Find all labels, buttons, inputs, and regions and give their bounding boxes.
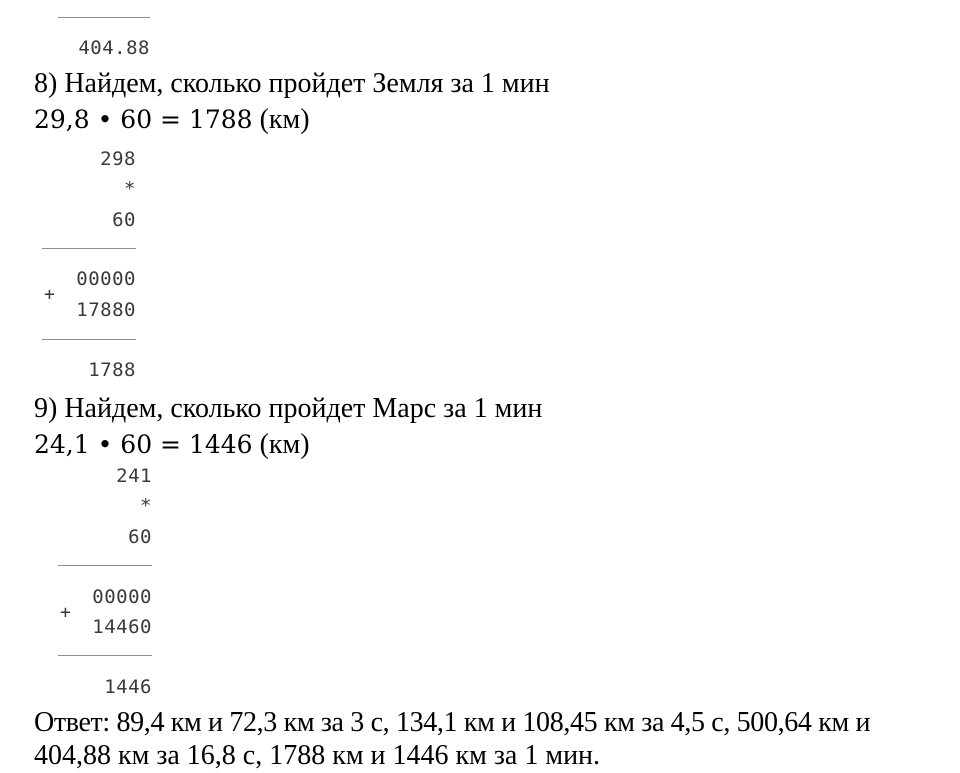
step9-partial2: 14460 [92,616,152,638]
step8-partial2: 17880 [76,299,136,321]
step9-unit: (км) [252,429,310,460]
step8-partial1: 00000 [76,268,136,290]
step9-multiplier: 60 [128,526,152,548]
step8-unit: (км) [252,104,310,135]
answer-line-2: 404,88 км за 16,8 с, 1788 км и 1446 км за 1 мин. [34,740,601,771]
step8-multiplicand: 298 [100,148,136,170]
step8-plus-sign: + [44,284,55,305]
step8-multiplier: 60 [112,209,136,231]
step9-rule-1 [58,565,152,566]
top-result-rule [58,17,150,18]
top-result: 404.88 [78,37,150,59]
step8-heading: 8) Найдем, сколько пройдет Земля за 1 мин [34,68,550,99]
step8-result: 1788 [88,359,136,381]
step9-heading: 9) Найдем, сколько пройдет Марс за 1 мин [34,393,543,424]
step8-rule-2 [42,339,136,340]
step8-rule-1 [42,248,136,249]
step8-equation-line [34,104,310,136]
step9-result: 1446 [104,676,152,698]
step8-equation: 29,8 • 60 = 1788 [34,105,253,134]
answer-line-1: Ответ: 89,4 км и 72,3 км за 3 с, 134,1 км и 108,45 км за 4,5 с, 500,64 км и [34,707,871,738]
step9-equation: 24,1 • 60 = 1446 [34,430,253,459]
step9-operator: * [140,495,152,517]
step9-equation-line [34,429,310,461]
step9-rule-2 [58,655,152,656]
step8-operator: * [124,178,136,200]
step9-multiplicand: 241 [116,465,152,487]
step9-partial1: 00000 [92,586,152,608]
step9-plus-sign: + [60,602,71,623]
